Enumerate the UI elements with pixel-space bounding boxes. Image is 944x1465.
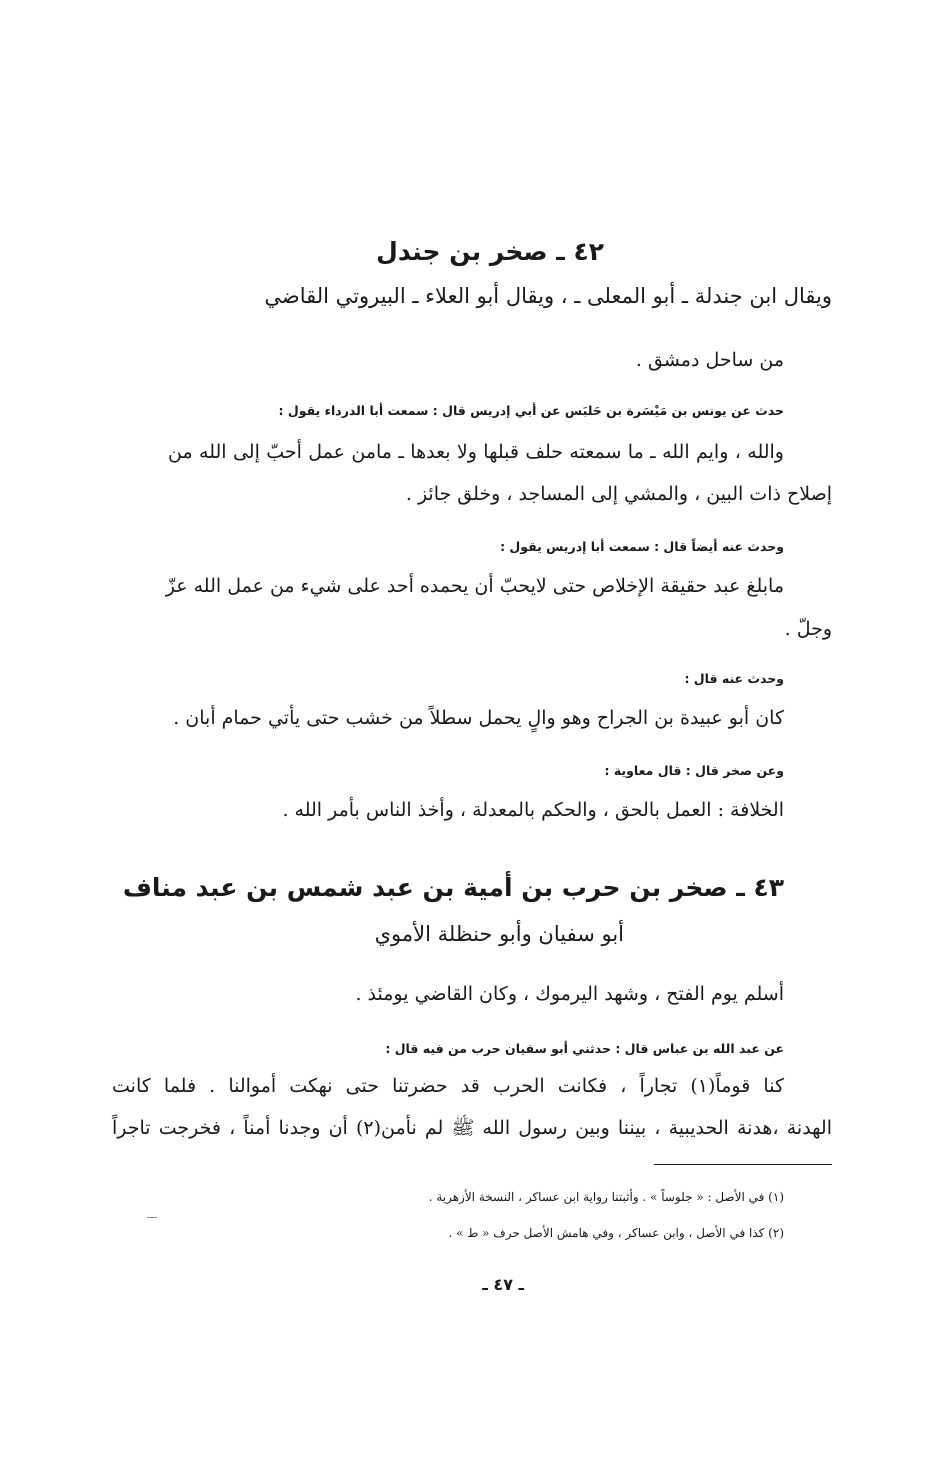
- scan-mark: [147, 1217, 157, 1218]
- footnote-1: (١) في الأصل : « جلوساً » . وأثبتنا رواية ابن عساكر ، النسخة الأزهرية .: [428, 1190, 784, 1204]
- entry-42-subtitle: ويقال ابن جندلة ـ أبو المعلى ـ ، ويقال أبو العلاء ـ البيروتي القاضي: [264, 284, 832, 308]
- entry-42-text-4: الخلافة : العمل بالحق ، والحكم بالمعدلة ، وأخذ الناس بأمر الله .: [282, 799, 784, 821]
- footnote-separator: [654, 1164, 832, 1165]
- entry-42-isnad-2: وحدث عنه أيضاً قال : سمعت أبا إدريس يقول :: [500, 539, 784, 554]
- entry-43-title: ٤٣ ـ صخر بن حرب بن أمية بن عبد شمس بن عبد مناف: [122, 873, 784, 902]
- entry-43-text-line-1: كنا قوماً(١) تجاراً ، فكانت الحرب قد حضرتنا حتى نهكت أموالنا . فلما كانت: [112, 1075, 784, 1097]
- entry-42-text-3: كان أبو عبيدة بن الجراح وهو والٍ يحمل سطلاً من خشب حتى يأتي حمام أبان .: [173, 707, 784, 729]
- entry-42-isnad-4: وعن صخر قال : قال معاوية :: [604, 763, 784, 778]
- entry-42-text-2-line-1: مابلغ عبد حقيقة الإخلاص حتى لايحبّ أن يحمده أحد على شيء من عمل الله عزّ: [165, 575, 784, 597]
- entry-42-text-1-line-2: إصلاح ذات البين ، والمشي إلى المساجد ، وخلق جائز .: [405, 483, 832, 505]
- entry-43-text-line-2: الهدنة ،هدنة الحديبية ، بيننا وبين رسول الله ﷺ لم نأمن(٢) أن وجدنا أمناً ، فخرجت تاجراً: [112, 1117, 832, 1139]
- entry-43-subtitle: أبو سفيان وأبو حنظلة الأموي: [374, 922, 624, 946]
- entry-42-title: ٤٢ ـ صخر بن جندل: [376, 237, 604, 266]
- entry-42-text-2-line-2: وجلّ .: [784, 618, 832, 640]
- entry-42-origin: من ساحل دمشق .: [635, 349, 784, 371]
- page-number: ـ ٤٧ ـ: [482, 1275, 524, 1294]
- footnote-2: (٢) كذا في الأصل ، وابن عساكر ، وفي هامش الأصل حرف « ط » .: [448, 1226, 784, 1240]
- entry-42-isnad-1: حدث عن يونس بن مَيْسَرة بن حَلبَس عن أبي إدريس قال : سمعت أبا الدرداء يقول :: [278, 403, 784, 418]
- entry-43-isnad: عن عبد الله بن عباس قال : حدثني أبو سفيان حرب من فيه قال :: [385, 1041, 784, 1056]
- entry-42-isnad-3: وحدث عنه قال :: [684, 671, 784, 686]
- entry-42-text-1-line-1: والله ، وايم الله ـ ما سمعته حلف قبلها ولا بعدها ـ مامن عمل أحبّ إلى الله من: [168, 441, 784, 463]
- entry-43-intro: أسلم يوم الفتح ، وشهد اليرموك ، وكان القاضي يومئذ .: [355, 983, 784, 1005]
